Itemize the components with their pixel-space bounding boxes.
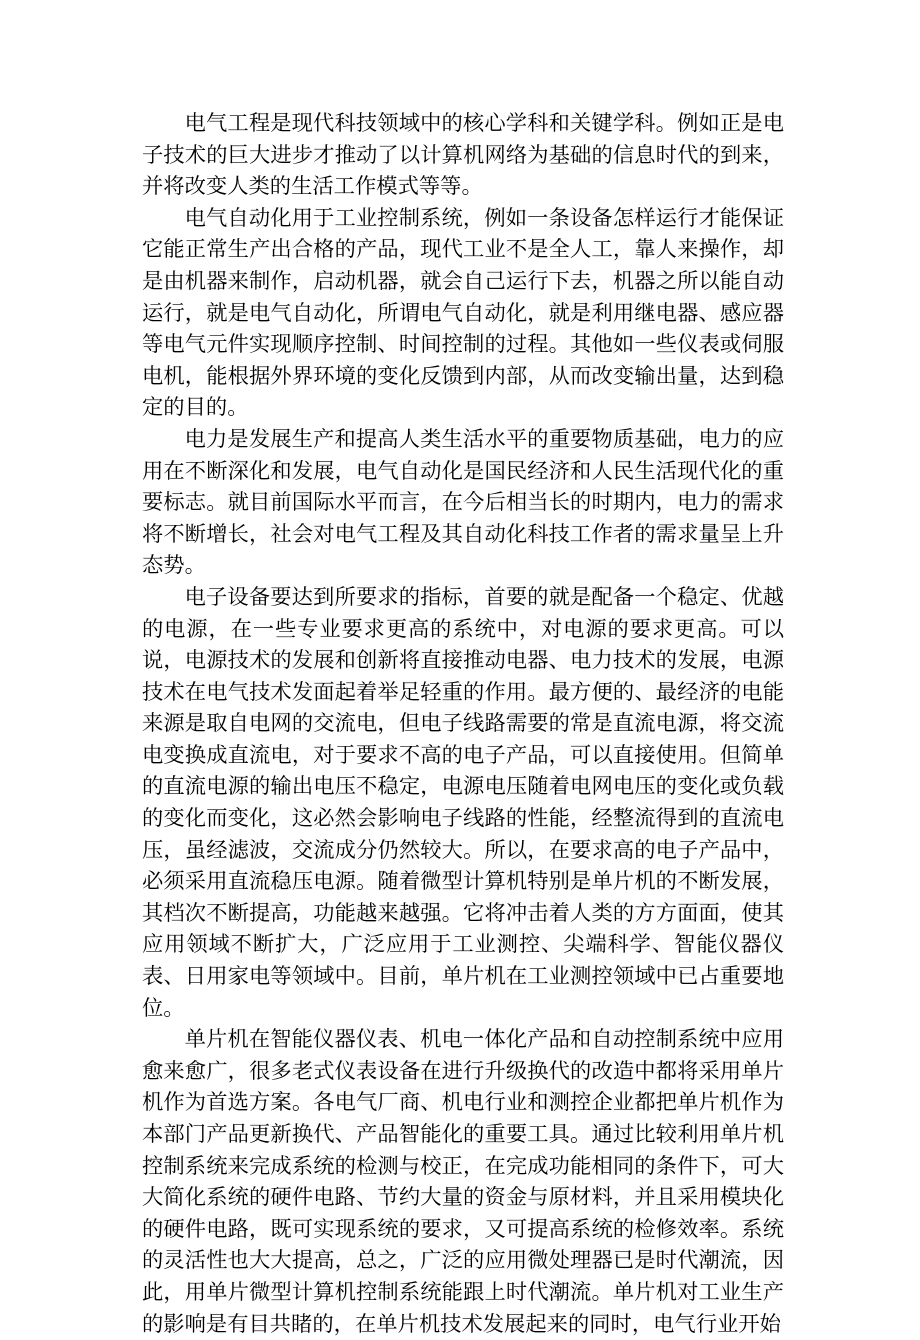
document-page bbox=[142, 108, 784, 1340]
paragraph-1: 电气工程是现代科技领域中的核心学科和关键学科。例如正是电子技术的巨大进步才推动了以计算机网络为基础的信息时代的到来，并将改变人类的生活工作模式等等。 bbox=[142, 111, 784, 200]
paragraph-5: 单片机在智能仪器仪表、机电一体化产品和自动控制系统中应用愈来愈广，很多老式仪表设备在进行升级换代的改造中都将采用单片机作为首选方案。各电气厂商、机电行业和测控企业都把单片机作为本部门产品更新换代、产品智能化的重要工具。通过比较利用单片机控制系统来完成系统的检测与校正，在完成功能相同的条件下，可大大简化系统的硬件电路、节约大量的资金与原材料，并且采用模块化的硬件电路，既可实现系统的要求，又可提高系统的检修效率。系统的灵活性也大大提高，总之，广泛的应用微处理器已是时代潮流，因此，用单片微型计算机控制系统能跟上时代潮流。单片机对工业生产的影响是有目共睹的，在单片机技术发展起来的同时，电气行业开始 bbox=[142, 1027, 784, 1337]
paragraph-2: 电气自动化用于工业控制系统，例如一条设备怎样运行才能保证它能正常生产出合格的产品，现代工业不是全人工，靠人来操作，却是由机器来制作，启动机器，就会自己运行下去，机器之所以能自动运行，就是电气自动化，所谓电气自动化，就是利用继电器、感应器等电气元件实现顺序控制、时间控制的过程。其他如一些仪表或伺服电机，能根据外界环境的变化反馈到内部，从而改变输出量，达到稳定的目的。 bbox=[142, 205, 784, 421]
paragraph-3: 电力是发展生产和提高人类生活水平的重要物质基础，电力的应用在不断深化和发展，电气自动化是国民经济和人民生活现代化的重要标志。就目前国际水平而言，在今后相当长的时期内，电力的需求将不断增长，社会对电气工程及其自动化科技工作者的需求量呈上升态势。 bbox=[142, 426, 784, 579]
paragraph-4: 电子设备要达到所要求的指标，首要的就是配备一个稳定、优越的电源，在一些专业要求更高的系统中，对电源的要求更高。可以说，电源技术的发展和创新将直接推动电器、电力技术的发展，电源技术在电气技术发面起着举足轻重的作用。最方便的、最经济的电能来源是取自电网的交流电，但电子线路需要的常是直流电源，将交流电变换成直流电，对于要求不高的电子产品，可以直接使用。但简单的直流电源的输出电压不稳定，电源电压随着电网电压的变化或负载的变化而变化，这必然会影响电子线路的性能，经整流得到的直流电压，虽经滤波，交流成分仍然较大。所以，在要求高的电子产品中，必须采用直流稳压电源。随着微型计算机特别是单片机的不断发展，其档次不断提高，功能越来越强。它将冲击着人类的方方面面，使其应用领域不断扩大，广泛应用于工业测控、尖端科学、智能仪器仪表、日用家电等领域中。目前，单片机在工业测控领域中已占重要地位。 bbox=[142, 584, 784, 1021]
